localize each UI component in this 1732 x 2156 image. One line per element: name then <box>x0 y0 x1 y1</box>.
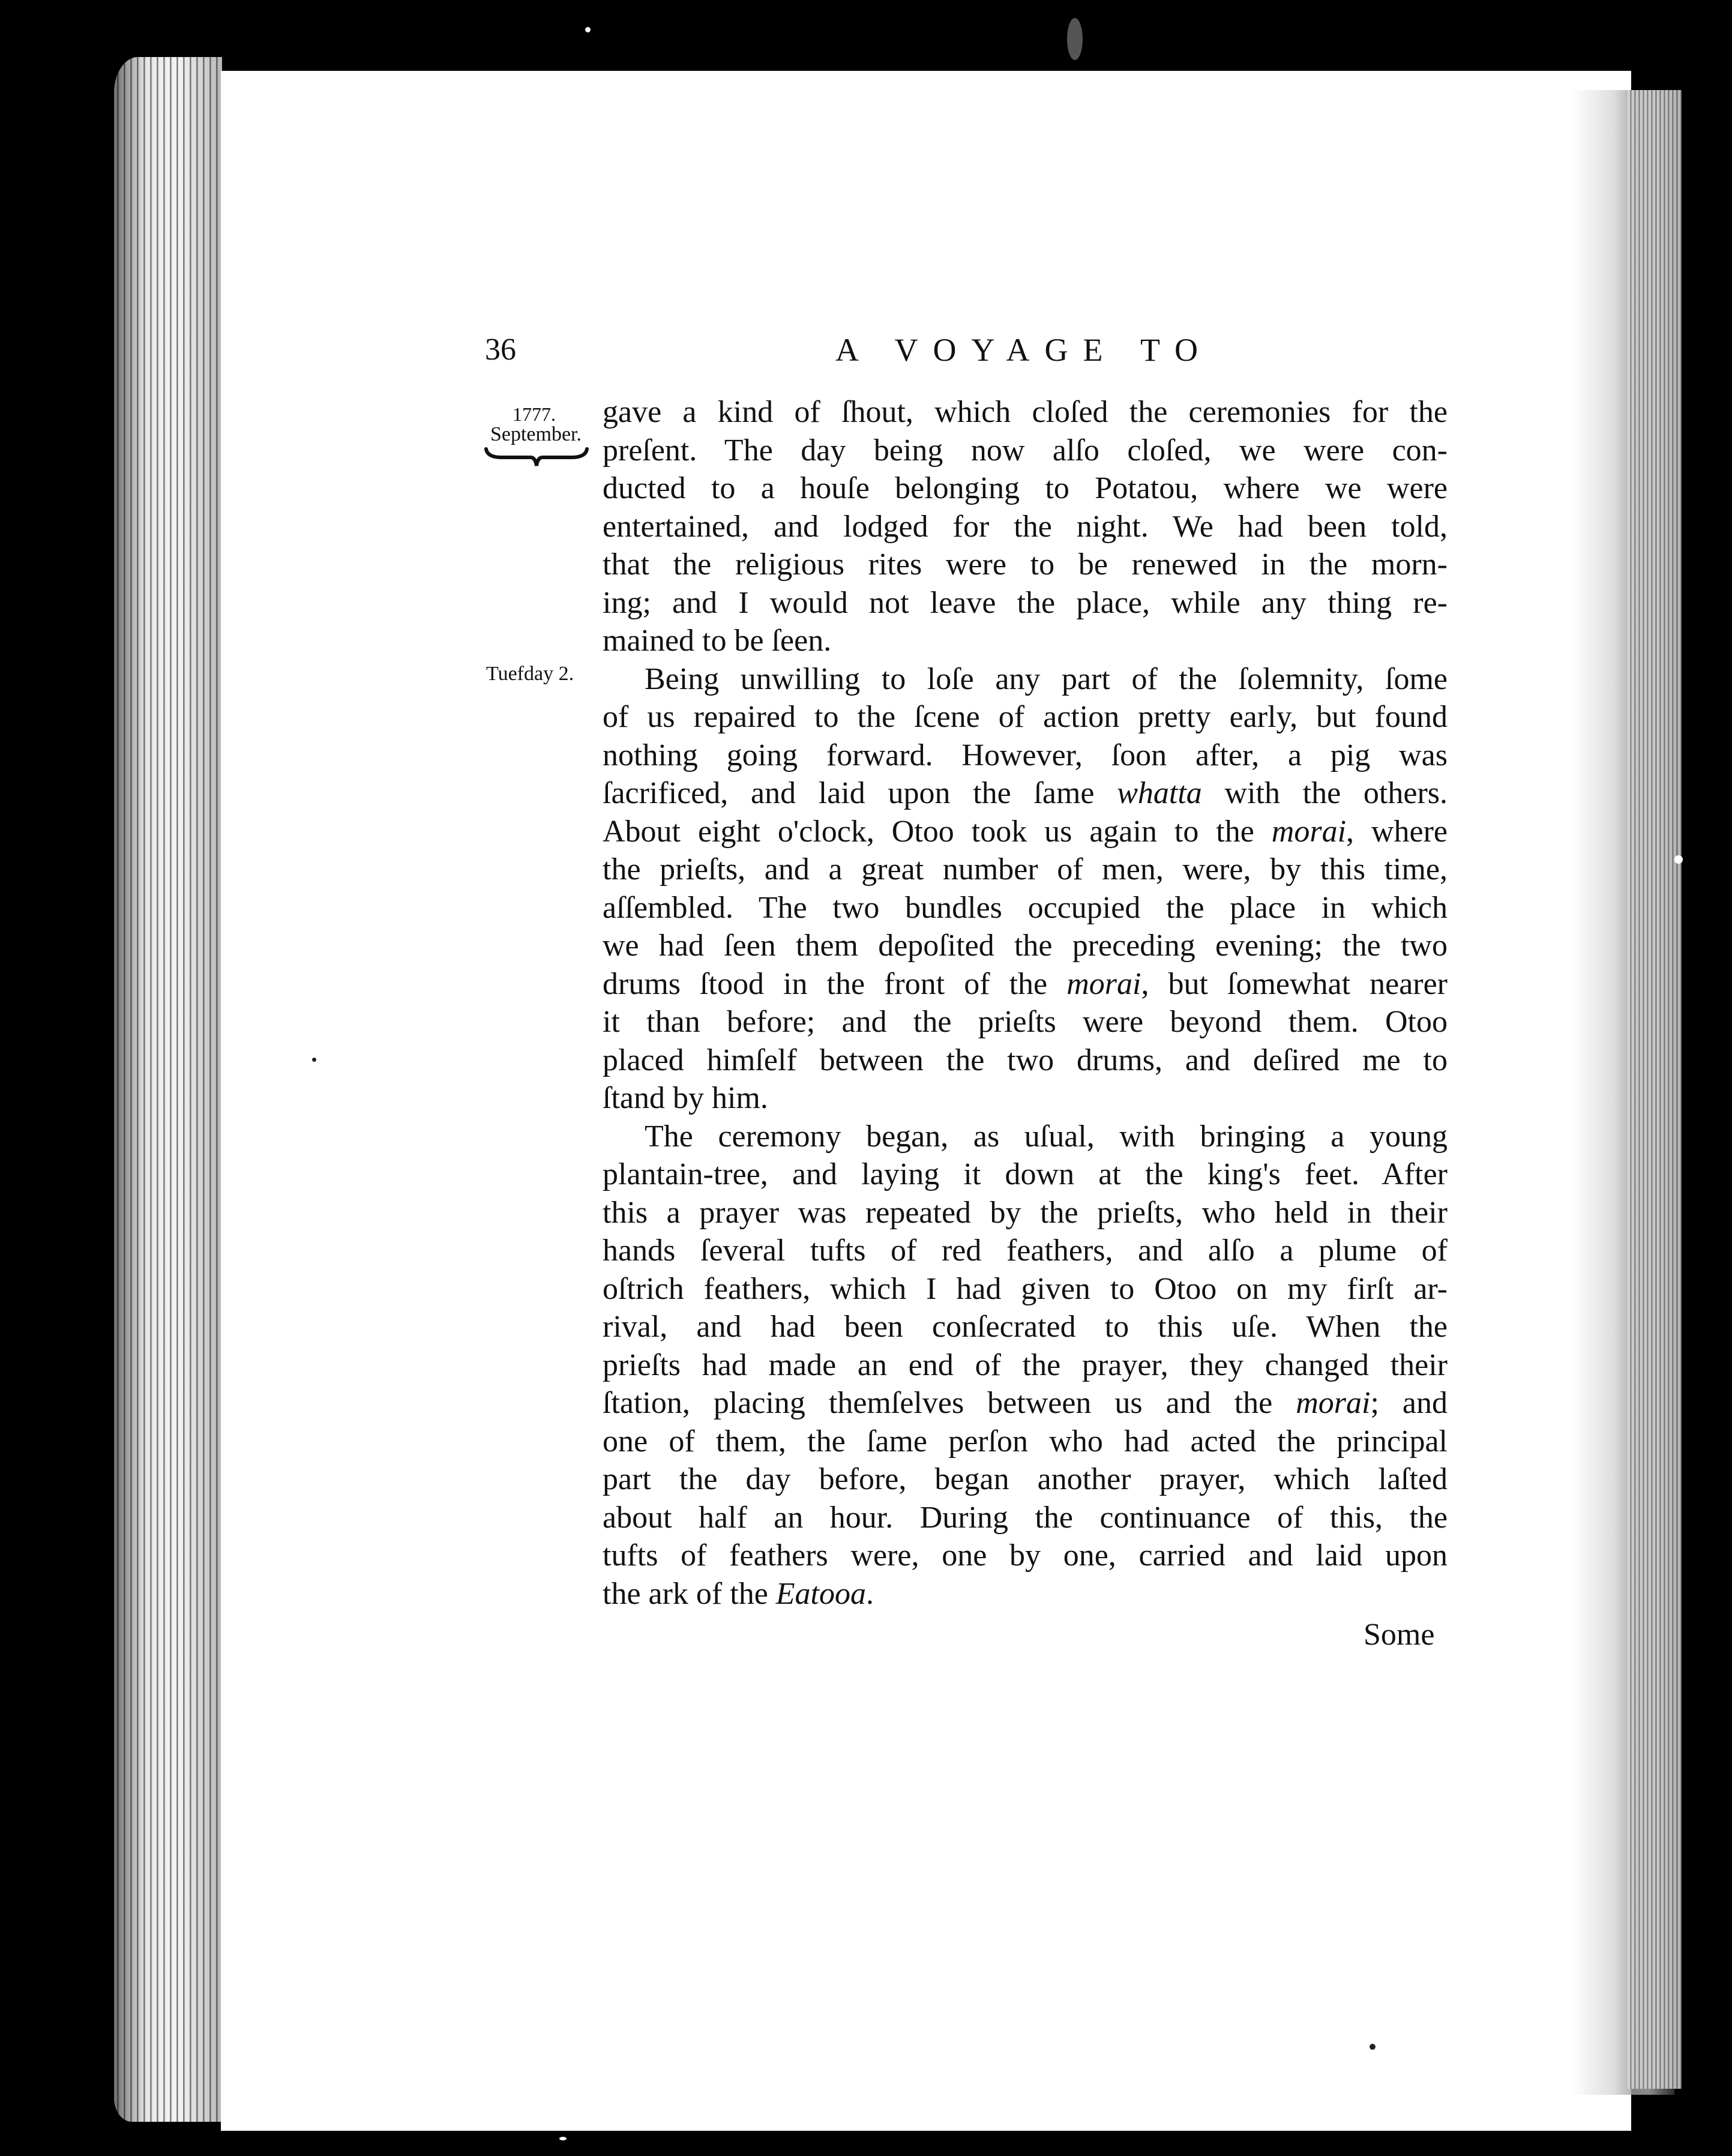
text-line: part the day before, began another prayer, which laſted <box>603 1462 1448 1496</box>
text-line: entertained, and lodged for the night. We had been told, <box>603 509 1448 544</box>
scan-speck <box>585 27 591 32</box>
text-line: oſtrich feathers, which I had given to Otoo on my firſt ar- <box>603 1271 1448 1306</box>
running-head: A VOYAGE TO <box>835 332 1213 368</box>
text-line: aſſembled. The two bundles occupied the place in which <box>603 890 1448 925</box>
text-line: tufts of feathers were, one by one, carried and laid upon <box>603 1538 1448 1573</box>
text-line: ducted to a houſe belonging to Potatou, where we were <box>603 471 1448 505</box>
text-line: the ark of the Eatooa. <box>603 1576 874 1611</box>
margin-note-year: 1777. <box>513 403 556 425</box>
text-line: placed himſelf between the two drums, and deſired me to <box>603 1043 1448 1077</box>
text-line: ing; and I would not leave the place, while any thing re- <box>603 585 1448 620</box>
text-line: that the religious rites were to be renewed in the morn- <box>603 547 1448 582</box>
text-line: The ceremony began, as uſual, with bringing a young <box>645 1119 1448 1154</box>
catchword: Some <box>1364 1618 1435 1652</box>
scan-speck <box>1674 855 1683 864</box>
margin-brace-icon <box>484 445 589 469</box>
body-text <box>603 393 1448 1613</box>
text-line: ſtation, placing themſelves between us and the morai; and <box>603 1386 1448 1420</box>
text-line: nothing going forward. However, ſoon after, a pig was <box>603 738 1448 772</box>
text-line: ſacrificed, and laid upon the ſame whatta with the others. <box>603 776 1448 810</box>
text-line: ſtand by him. <box>603 1081 768 1115</box>
text-line: it than before; and the prieſts were beyond them. Otoo <box>603 1005 1448 1039</box>
text-line: gave a kind of ſhout, which cloſed the ceremonies for the <box>603 395 1448 429</box>
text-line: one of them, the ſame perſon who had acted the principal <box>603 1424 1448 1459</box>
text-line: mained to be ſeen. <box>603 624 832 658</box>
ink-speck <box>312 1058 316 1062</box>
ink-speck <box>1370 2044 1376 2050</box>
scan-speck <box>559 2137 567 2140</box>
page-number: 36 <box>485 333 516 367</box>
text-line: rival, and had been conſecrated to this uſe. When the <box>603 1310 1448 1344</box>
margin-note-month: September. <box>490 423 582 445</box>
text-line: About eight o'clock, Otoo took us again to the morai, where <box>603 814 1448 849</box>
text-line: hands ſeveral tufts of red feathers, and alſo a plume of <box>603 1233 1448 1268</box>
margin-note-day: Tuefday 2. <box>486 663 574 685</box>
book-fore-edge-right <box>1628 90 1682 2089</box>
text-line: preſent. The day being now alſo cloſed, we were con- <box>603 433 1448 468</box>
scan-speck <box>1067 18 1083 60</box>
text-line: of us repaired to the ſcene of action pretty early, but found <box>603 700 1448 734</box>
text-line: this a prayer was repeated by the prieſts, who held in their <box>603 1195 1448 1230</box>
text-line: the prieſts, and a great number of men, were, by this time, <box>603 852 1448 887</box>
page-header <box>0 329 1732 377</box>
text-line: Being unwilling to loſe any part of the ſolemnity, ſome <box>645 661 1448 696</box>
text-line: about half an hour. During the continuance of this, the <box>603 1500 1448 1535</box>
text-line: prieſts had made an end of the prayer, they changed their <box>603 1348 1448 1382</box>
text-line: we had ſeen them depoſited the preceding evening; the two <box>603 929 1448 963</box>
text-line: plantain-tree, and laying it down at the king's feet. After <box>603 1157 1448 1191</box>
text-line: drums ſtood in the front of the morai, but ſomewhat nearer <box>603 966 1448 1001</box>
